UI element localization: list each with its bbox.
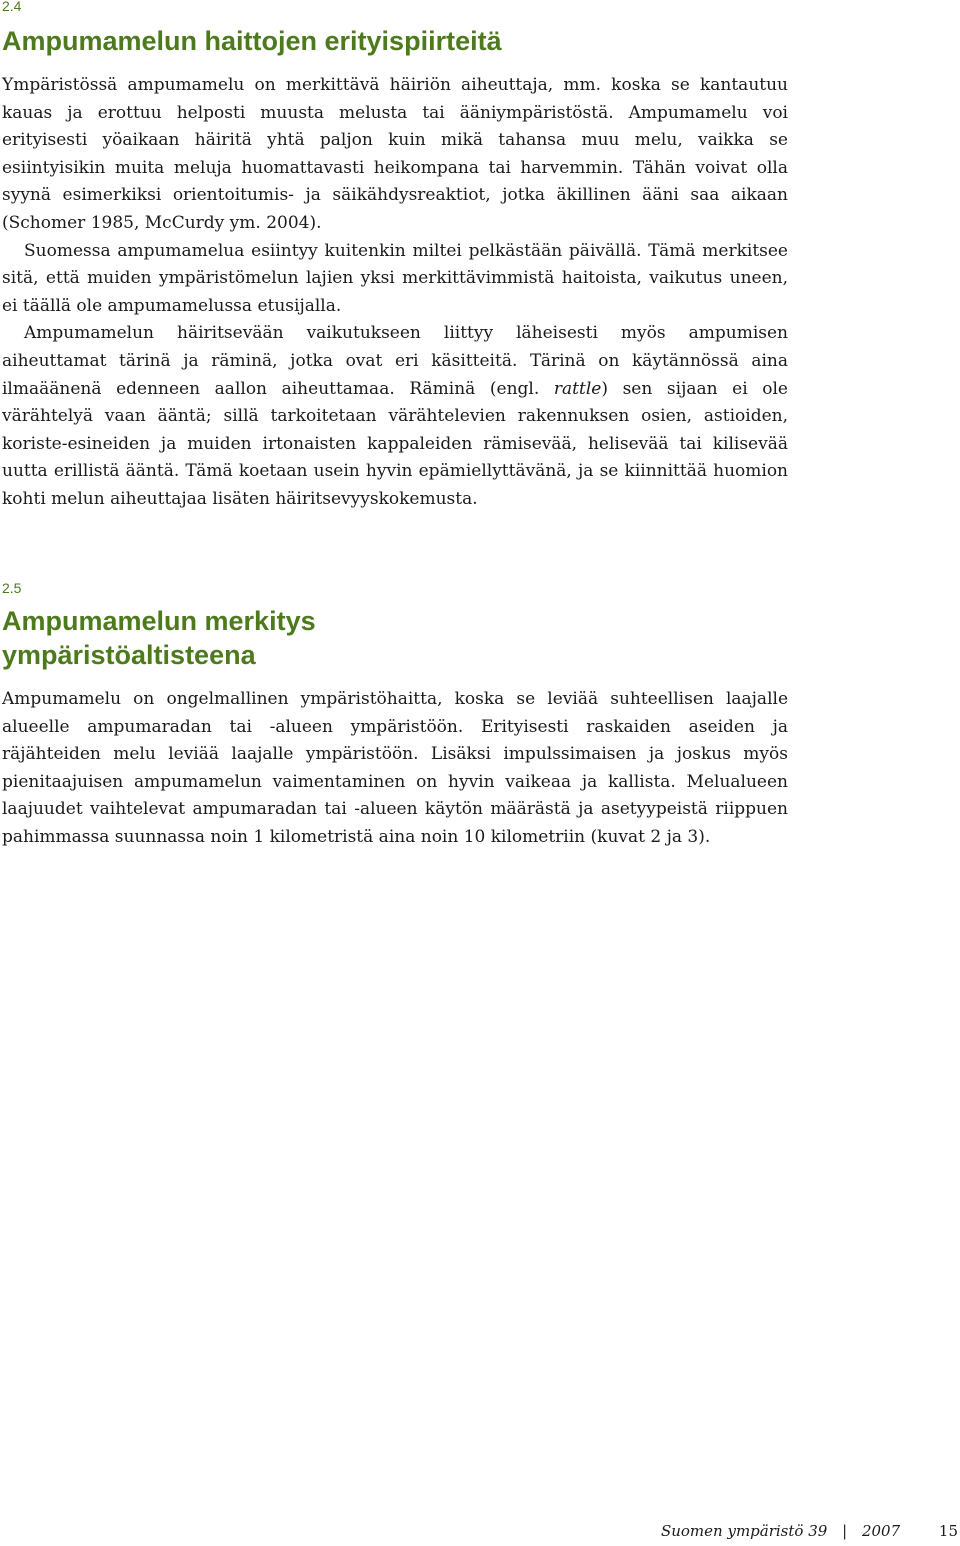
paragraph: Suomessa ampumamelua esiintyy kuitenkin miltei pelkästään päivällä. Tämä merkitsee sitä, että muiden ympäristömelun lajien yksi merkittävimmistä haitoista, vaikutus uneen, ei täällä ole ampumamelussa etusijalla. xyxy=(2,240,788,316)
section-title xyxy=(2,604,316,672)
publication-year: 2007 xyxy=(861,1522,901,1540)
section-body xyxy=(2,72,788,514)
page-number: 15 xyxy=(938,1522,958,1540)
section-title-line: ympäristöaltisteena xyxy=(2,640,256,670)
paragraph: Ympäristössä ampumamelu on merkittävä häiriön aiheuttaja, mm. koska se kantautuu kauas ja erottuu helposti muusta melusta tai ääniympäristöstä. Ampumamelu voi erityisesti yöaikaan häiritä yhtä paljon kuin mikä tahansa muu melu, vaikka se esiintyisikin muita meluja huomattavasti heikompana tai harvemmin. Tähän voivat olla syynä esimerkiksi orientoitumis- ja säikähdysreaktiot, jotka äkillinen ääni saa aikaan (Schomer 1985, McCurdy ym. 2004). xyxy=(2,75,788,233)
page-footer xyxy=(661,1522,958,1540)
paragraph: Ampumamelu on ongelmallinen ympäristöhaitta, koska se leviää suhteellisen laajalle alueelle ampumaradan tai -alueen ympäristöön. Erityisesti raskaiden aseiden ja räjähteiden melu leviää laajalle ympäristöön. Lisäksi impulssimaisen ja joskus myös pienitaajuisen ampumamelun vaimentaminen on hyvin vaikeaa ja kallista. Melualueen laajuudet vaihtelevat ampumaradan tai -alueen käytön määrästä ja asetyypeistä riippuen pahimmassa suunnassa noin 1 kilometristä aina noin 10 kilometriin (kuvat 2 ja 3). xyxy=(2,689,788,847)
section-number: 2.4 xyxy=(2,0,22,14)
paragraph-text: Ampumamelun häiritsevään vaikutukseen liittyy läheisesti myös ampumisen aiheuttamat tärinä ja räminä, jotka ovat eri käsitteitä. Tärinä on käytännössä aina ilmaäänenä edenneen aallon aiheuttamaa. Räminä (engl. xyxy=(2,323,788,399)
paragraph xyxy=(2,320,788,513)
section-title-line: Ampumamelun merkitys xyxy=(2,606,316,636)
issue-number: 39 xyxy=(808,1522,828,1540)
publication-name: Suomen ympäristö xyxy=(660,1522,804,1540)
italic-term: rattle xyxy=(553,378,602,399)
footer-separator: | xyxy=(842,1522,848,1540)
paragraph-text: ) sen sijaan ei ole värähtelyä vaan ääntä; sillä tarkoitetaan värähtelevien rakennuksen osien, astioiden, koriste-esineiden ja muiden irtonaisten kappaleiden rämisevää, helisevää tai kilisevää uutta erillistä ääntä. Tämä koetaan usein hyvin epämiellyttävänä, ja se kiinnittää huomion kohti melun aiheuttajaa lisäten häiritsevyyskokemusta. xyxy=(2,378,788,509)
section-title: Ampumamelun haittojen erityispiirteitä xyxy=(2,26,502,56)
section-body xyxy=(2,686,788,852)
section-number: 2.5 xyxy=(2,580,22,596)
